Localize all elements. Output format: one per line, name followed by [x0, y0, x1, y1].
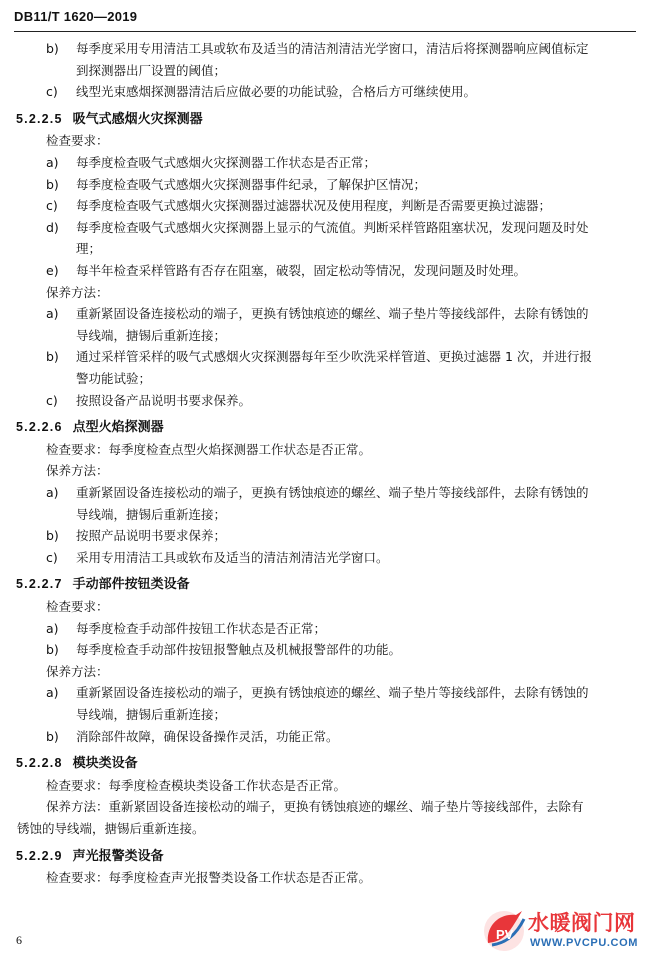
watermark-url: WWW.PVCPU.COM	[530, 937, 639, 949]
list-item-line: 每季度检查吸气式感烟火灾探测器工作状态是否正常；	[76, 155, 377, 170]
section-heading	[16, 574, 190, 594]
header-rule	[14, 31, 636, 32]
section-number: 5.2.2.5	[16, 111, 63, 126]
list-item-line: 重新紧固设备连接松动的端子，更换有锈蚀痕迹的螺丝、端子垫片等接线部件，去除有锈蚀的	[76, 485, 589, 500]
list-marker: b)	[46, 41, 59, 56]
page-number: 6	[16, 933, 22, 947]
section-number: 5.2.2.7	[16, 577, 63, 592]
list-item-line: 重新紧固设备连接松动的端子，更换有锈蚀痕迹的螺丝、端子垫片等接线部件，去除有锈蚀的	[76, 306, 589, 322]
list-marker: a)	[46, 485, 59, 500]
list-marker: b)	[46, 176, 59, 192]
watermark	[478, 905, 646, 957]
paragraph-line: 检查要求：每季度检查模块类设备工作状态是否正常。	[46, 777, 347, 793]
paragraph-line: 检查要求：每季度检查声光报警类设备工作状态是否正常。	[46, 870, 372, 886]
list-item-line: 导线端，搪锡后重新连接；	[76, 506, 227, 522]
paragraph-line: 检查要求：	[46, 599, 109, 614]
list-item-line: 理；	[76, 241, 102, 257]
paragraph-line: 保养方法：	[46, 463, 109, 479]
list-item-line: 每半年检查采样管路有否存在阻塞，破裂，固定松动等情况，发现问题及时处理。	[76, 263, 527, 278]
paragraph-line: 锈蚀的导线端，搪锡后重新连接。	[17, 821, 205, 836]
list-marker: a)	[46, 620, 59, 636]
section-heading	[16, 417, 164, 437]
section-title: 手动部件按钮类设备	[72, 577, 190, 593]
section-heading	[16, 753, 138, 773]
list-item-line: 导线端，搪锡后重新连接；	[76, 327, 227, 343]
list-marker: c)	[46, 84, 58, 100]
section-title: 声光报警类设备	[72, 848, 164, 864]
list-item-line: 每季度检查吸气式感烟火灾探测器过滤器状况及使用程度，判断是否需要更换过滤器；	[76, 198, 552, 214]
list-item-line: 重新紧固设备连接松动的端子，更换有锈蚀痕迹的螺丝、端子垫片等接线部件，去除有锈蚀的	[76, 685, 589, 701]
list-marker: a)	[46, 306, 59, 322]
section-heading	[16, 846, 164, 866]
list-marker: b)	[46, 528, 59, 544]
list-marker: b)	[46, 642, 59, 658]
section-heading	[16, 109, 203, 129]
list-item-line: 到探测器出厂设置的阈值；	[76, 62, 227, 78]
list-item-line: 通过采样管采样的吸气式感烟火灾探测器每年至少吹洗采样管道、更换过滤器 1 次，并进行报	[76, 349, 592, 365]
list-marker: a)	[46, 685, 59, 701]
paragraph-line: 保养方法：	[46, 284, 109, 300]
paragraph-line: 保养方法：重新紧固设备连接松动的端子，更换有锈蚀痕迹的螺丝、端子垫片等接线部件，去除有	[46, 799, 584, 815]
paragraph-line: 保养方法：	[46, 663, 109, 679]
paragraph-line: 检查要求：	[46, 133, 109, 149]
section-title: 模块类设备	[72, 756, 138, 772]
list-marker: d)	[46, 219, 59, 235]
list-marker: c)	[46, 549, 58, 565]
section-title: 点型火焰探测器	[72, 420, 164, 436]
list-item-line: 警功能试验；	[76, 371, 152, 386]
section-title: 吸气式感烟火灾探测器	[72, 111, 203, 127]
list-marker: c)	[46, 392, 58, 408]
list-marker: e)	[46, 263, 59, 278]
document-header: DB11/T 1620—2019	[14, 9, 138, 24]
svg-text:PV: PV	[496, 927, 514, 942]
list-marker: a)	[46, 155, 59, 170]
list-item-line: 每季度采用专用清洁工具或软布及适当的清洁剂清洁光学窗口，清洁后将探测器响应阈值标定	[76, 41, 589, 56]
list-item-line: 每季度检查手动部件按钮报警触点及机械报警部件的功能。	[76, 642, 402, 658]
list-marker: b)	[46, 728, 59, 744]
section-number: 5.2.2.9	[16, 848, 63, 863]
list-item-line: 每季度检查吸气式感烟火灾探测器事件纪录，了解保护区情况；	[76, 176, 427, 192]
list-item-line: 每季度检查手动部件按钮工作状态是否正常；	[76, 620, 327, 636]
list-item-line: 线型光束感烟探测器清洁后应做必要的功能试验，合格后方可继续使用。	[76, 84, 477, 100]
list-item-line: 导线端，搪锡后重新连接；	[76, 707, 227, 722]
list-item-line: 每季度检查吸气式感烟火灾探测器上显示的气流值。判断采样管路阻塞状况，发现问题及时处	[76, 219, 589, 235]
paragraph-line: 检查要求：每季度检查点型火焰探测器工作状态是否正常。	[46, 441, 372, 457]
list-marker: c)	[46, 198, 58, 214]
list-item-line: 采用专用清洁工具或软布及适当的清洁剂清洁光学窗口。	[76, 549, 389, 565]
section-number: 5.2.2.8	[16, 756, 63, 771]
list-item-line: 消除部件故障，确保设备操作灵活，功能正常。	[76, 728, 339, 744]
watermark-title: 水暖阀门网	[528, 911, 636, 935]
list-item-line: 按照设备产品说明书要求保养。	[76, 392, 252, 408]
list-item-line: 按照产品说明书要求保养；	[76, 528, 227, 544]
pv-logo-icon	[478, 905, 530, 957]
section-number: 5.2.2.6	[16, 420, 63, 435]
list-marker: b)	[46, 349, 59, 365]
